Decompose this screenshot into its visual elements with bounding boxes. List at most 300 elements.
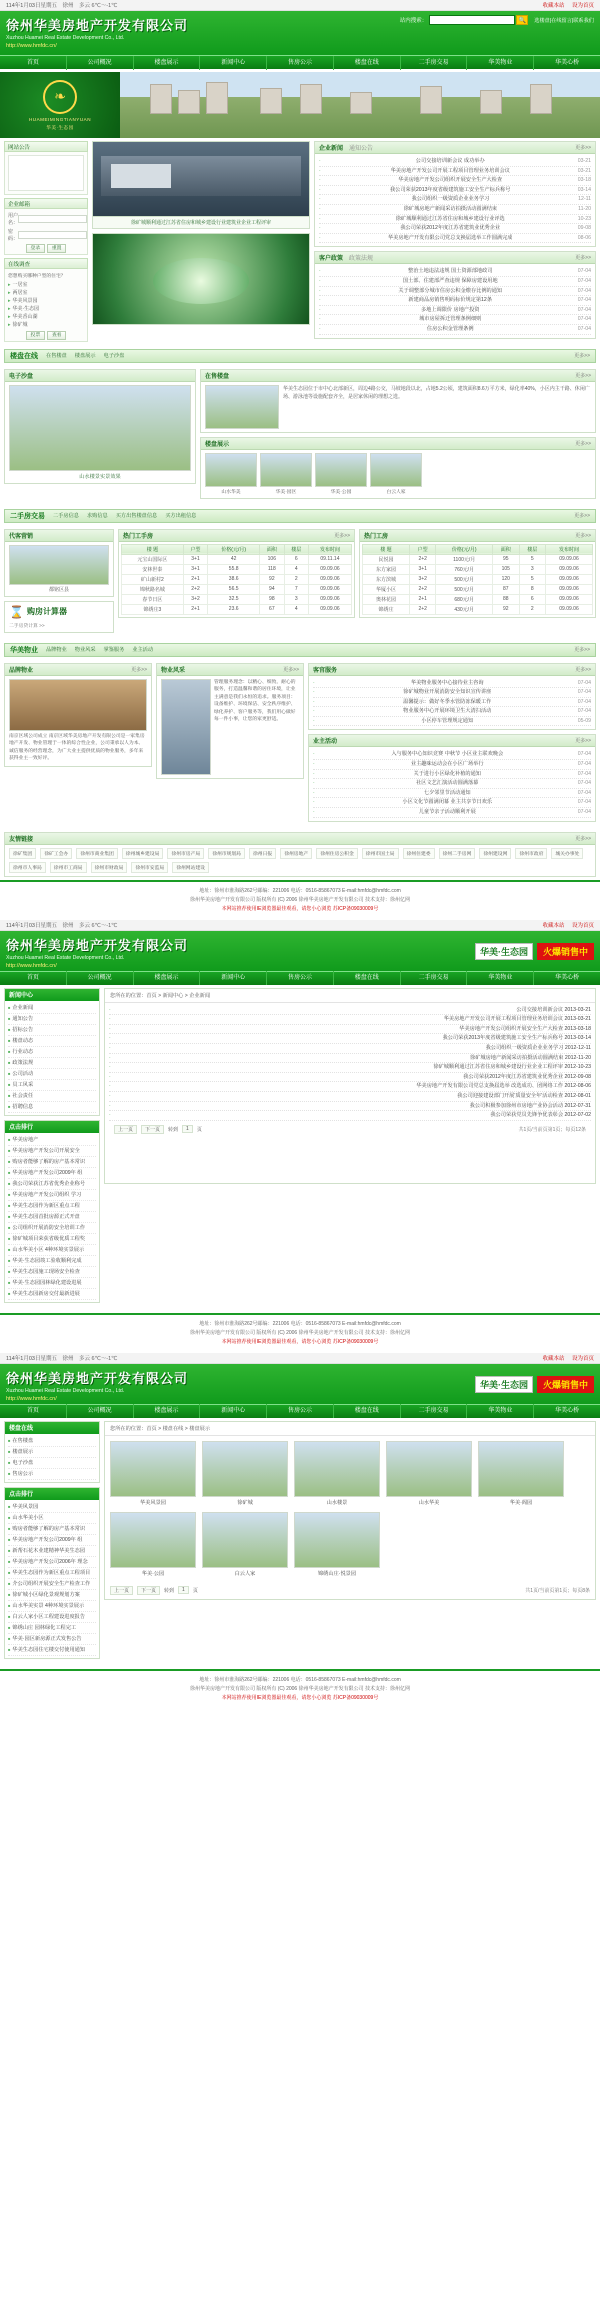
friend-link[interactable]: 徐州市国土局 bbox=[362, 848, 399, 859]
sh-tab-wanted[interactable]: 求购信息 bbox=[86, 513, 108, 519]
list-item bbox=[319, 195, 591, 205]
policy-date: 07-04 bbox=[577, 316, 591, 323]
topbar-right bbox=[536, 1, 594, 9]
sandbox-body bbox=[5, 382, 195, 483]
gallery-thumb[interactable] bbox=[386, 1441, 472, 1497]
table-row[interactable] bbox=[363, 604, 593, 614]
table-row[interactable] bbox=[363, 574, 593, 584]
rank-item[interactable]: ■ 介公司组织开展安全生产检查工作 bbox=[8, 1579, 96, 1590]
news-title[interactable]: · 我公司荣获2013年度省级建筑施工安全生产标兵称号 bbox=[389, 186, 511, 193]
rank-item[interactable]: ■ 我公司荣获江苏省优秀企业称号 bbox=[8, 1179, 96, 1190]
estate-category-list bbox=[5, 1434, 99, 1482]
nav2-item-about[interactable]: 公司概况 bbox=[67, 971, 134, 985]
sidebar-item-activity[interactable]: ■ 公司活动 bbox=[8, 1069, 96, 1080]
add-favorite-link[interactable]: 收藏本站 bbox=[542, 3, 565, 9]
friend-link[interactable]: 徐矿工会办 bbox=[40, 848, 72, 859]
list-item bbox=[313, 698, 591, 708]
reset-button[interactable]: 重置 bbox=[47, 244, 67, 253]
news-title[interactable]: · 我公司荣获2012年度江苏省建筑业优秀企业 bbox=[400, 225, 501, 232]
nav-item-secondhand[interactable]: 二手房交易 bbox=[401, 56, 468, 70]
list-item bbox=[319, 325, 591, 335]
password-input[interactable] bbox=[18, 231, 87, 239]
friend-link[interactable]: 徐州市财政局 bbox=[91, 862, 128, 873]
view-result-button[interactable]: 查看 bbox=[47, 331, 67, 340]
estate-thumb[interactable] bbox=[370, 453, 422, 487]
rank-item[interactable]: ■ 购房者能够了解的房产基本常识 bbox=[8, 1524, 96, 1535]
friend-link[interactable]: 徐州住建委 bbox=[403, 848, 435, 859]
survey-options bbox=[8, 281, 84, 329]
site-url[interactable]: http://www.hmfdc.cn/ bbox=[6, 43, 57, 49]
news-link[interactable]: · 我公司荣获2013年度省级建筑施工安全生产标兵称号 2013-03-14 bbox=[442, 1035, 591, 1042]
login-button[interactable]: 登录 bbox=[26, 244, 46, 253]
nav-item-home[interactable]: 首页 bbox=[0, 56, 67, 70]
list-item bbox=[109, 1082, 591, 1092]
sidebar-item-jobs[interactable]: ■ 招聘信息 bbox=[8, 1102, 96, 1113]
news-title[interactable]: · 徐矿城顺利通过江苏省住房和城乡建设行业评选 bbox=[395, 215, 505, 222]
friend-link[interactable]: 徐州市房产局 bbox=[167, 848, 204, 859]
rank-item[interactable]: ■ 华美房地产开发公司2006年 理念 bbox=[8, 1557, 96, 1568]
friend-link[interactable]: 徐州网站建设 bbox=[172, 862, 209, 873]
onsale-photo[interactable] bbox=[205, 385, 279, 429]
friend-link[interactable]: 徐矿集团 bbox=[9, 848, 36, 859]
list-item bbox=[109, 1102, 591, 1112]
rank-item[interactable]: ■ 华美房地产开发公司2009年 组 bbox=[8, 1168, 96, 1179]
news-link[interactable]: · 我公司荣获2012年度江苏省建筑业优秀企业 2012-09-08 bbox=[463, 1073, 591, 1080]
policy-title[interactable]: · 整治土地违法违规 国土资源部地政司 bbox=[408, 268, 493, 275]
page-info: 共1页/当前页第1页；每页12条 bbox=[518, 1126, 586, 1133]
property-title: 华美物业 bbox=[10, 646, 38, 654]
rank-item[interactable]: ■ 华美房地产开发公司开展安全 bbox=[8, 1146, 96, 1157]
activity-item[interactable]: · 七夕邻里节活动通知 bbox=[423, 789, 471, 796]
bar-more-link[interactable]: 更多>> bbox=[574, 353, 590, 359]
main-row-1 bbox=[0, 138, 600, 346]
survey-option[interactable]: ▸ 一居室 bbox=[8, 281, 84, 289]
activity-item[interactable]: · 业主趣味运动会在小区广场举行 bbox=[410, 761, 484, 768]
pb-link-activity[interactable]: 业主活动 bbox=[132, 647, 154, 653]
gallery-thumb[interactable] bbox=[202, 1441, 288, 1497]
tab-customer-policy[interactable]: 客户政策 bbox=[319, 256, 344, 263]
page-input-3[interactable]: 1 bbox=[178, 1586, 189, 1594]
feature-photo-2[interactable] bbox=[92, 233, 310, 325]
table-row[interactable] bbox=[122, 554, 352, 564]
table-row[interactable] bbox=[363, 594, 593, 604]
cell: 680元/月 bbox=[436, 594, 493, 604]
friend-link[interactable]: 徐州市政府 bbox=[515, 848, 547, 859]
policy-title[interactable]: · 多地上调限价 房地产投资 bbox=[420, 306, 480, 313]
news-link[interactable]: · 我公司组织一级资质企业业务学习 2012-12-11 bbox=[485, 1045, 591, 1051]
pb-link-service[interactable]: 掌鉴服务 bbox=[103, 647, 125, 653]
survey-option[interactable]: ▸ 华美风景园 bbox=[8, 297, 84, 305]
activity-item[interactable]: · 小区文化节圆满闭幕 业主共享节日欢乐 bbox=[402, 799, 493, 806]
gallery-card[interactable] bbox=[294, 1441, 380, 1506]
estate-card[interactable] bbox=[260, 453, 312, 495]
rank-item[interactable]: ■ 新帮石花木业建精神华美生态园 bbox=[8, 1546, 96, 1557]
table-row[interactable] bbox=[363, 564, 593, 574]
nav3-item-about[interactable]: 公司概况 bbox=[67, 1404, 134, 1418]
rank-item[interactable]: ■ 华美生态园作为新区重点工程 bbox=[8, 1201, 96, 1212]
news-title[interactable]: · 徐矿城房地产新闻采访拍摄活动圆满结束 bbox=[403, 205, 498, 212]
nav3-item-estates[interactable]: 楼盘展示 bbox=[134, 1404, 201, 1418]
friend-link[interactable]: 徐州市工商局 bbox=[50, 862, 87, 873]
rank-item[interactable]: ■ 华美房地产 bbox=[8, 1135, 96, 1146]
sidebar-item-bidding[interactable]: ■ 招标公告 bbox=[8, 1025, 96, 1036]
sidebar-item-sales-notice[interactable]: ■ 售房公示 bbox=[8, 1469, 96, 1480]
rank-item[interactable]: ■ 公司组织开展消防安全培训工作 bbox=[8, 1223, 96, 1234]
gallery-card[interactable] bbox=[202, 1441, 288, 1506]
guest-title-item[interactable]: · 小区停车管理规定通知 bbox=[421, 717, 474, 724]
survey-option[interactable]: ▸ 华美香山湖 bbox=[8, 313, 84, 321]
nav-item-bridge[interactable]: 华美心桥 bbox=[555, 59, 580, 66]
hot-sale-ad-3[interactable]: 火爆销售中 bbox=[537, 1376, 594, 1393]
estate-thumb[interactable] bbox=[205, 453, 257, 487]
table-row[interactable] bbox=[122, 564, 352, 574]
estate-card[interactable] bbox=[370, 453, 422, 495]
gallery-thumb[interactable] bbox=[110, 1512, 196, 1568]
guest-title-item[interactable]: · 徐矿城物业开展消防安全知识宣传讲座 bbox=[403, 689, 492, 696]
rank-item[interactable]: ■ 华美房地产开发公司组织 学习 bbox=[8, 1190, 96, 1201]
nav2-item-sales[interactable]: 售房公示 bbox=[267, 971, 334, 985]
rank-item[interactable]: ■ 购房者能够了解的房产基本常识 bbox=[8, 1157, 96, 1168]
hot-sale-more[interactable]: 更多>> bbox=[334, 532, 350, 539]
secondhand-row bbox=[0, 526, 600, 640]
sidebar-item-estate-news[interactable]: ■ 楼盘动态 bbox=[8, 1036, 96, 1047]
pb-link-style[interactable]: 物业风采 bbox=[74, 647, 96, 653]
col-floor: 楼层 bbox=[519, 544, 546, 554]
style-photo[interactable] bbox=[161, 679, 211, 775]
news-title[interactable]: · 公司交接培训新会议 成功举办 bbox=[415, 158, 485, 164]
sidebar-item-staff[interactable]: ■ 员工风采 bbox=[8, 1080, 96, 1091]
news-title[interactable]: · 华美房地产开发公司开展工程项目管理业务培训会议 bbox=[390, 167, 510, 174]
search-label: 站内搜索： bbox=[399, 18, 428, 24]
cell: 2+2 bbox=[409, 584, 436, 594]
list-item bbox=[319, 296, 591, 306]
gallery-name: 山水华美 bbox=[418, 1499, 440, 1506]
activity-more[interactable]: 更多>> bbox=[575, 738, 591, 745]
calculator-hint[interactable]: 二手房贷计算 >> bbox=[9, 623, 45, 629]
policy-title[interactable]: · 新建商品房销售明码标价规定第12条 bbox=[408, 297, 493, 304]
estate-thumb[interactable] bbox=[315, 453, 367, 487]
gallery-card[interactable] bbox=[110, 1512, 196, 1577]
nav-item-news[interactable]: 新闻中心 bbox=[200, 56, 267, 70]
topbar2-left bbox=[6, 921, 117, 929]
survey-option[interactable]: ▸ 两居室 bbox=[8, 289, 84, 297]
topbar3-left bbox=[6, 1354, 117, 1362]
news-link[interactable]: · 我公司荣获党员先锋争优表彰会 2012-07-02 bbox=[490, 1112, 591, 1119]
gallery-card[interactable] bbox=[386, 1441, 472, 1506]
estate-card[interactable] bbox=[205, 453, 257, 495]
brand-photo[interactable] bbox=[9, 679, 147, 731]
calculator-body[interactable] bbox=[5, 602, 113, 622]
quick-links[interactable]: 选楼盘|在线留言|联系我们 bbox=[534, 17, 594, 24]
pb-link-brand[interactable]: 品牌物业 bbox=[46, 647, 67, 653]
friend-link[interactable]: 徐州市商业集团 bbox=[76, 848, 118, 859]
sidebar-item-industry[interactable]: ■ 行业动态 bbox=[8, 1047, 96, 1058]
activity-item[interactable]: · 关于进行小区绿化补植的通知 bbox=[413, 770, 481, 777]
bar-link-sandbox[interactable]: 电子沙盘 bbox=[103, 353, 125, 359]
add-favorite-link-3[interactable]: 收藏本站 bbox=[542, 1355, 565, 1362]
cell: 2+1 bbox=[183, 604, 207, 614]
mail-body bbox=[4, 209, 88, 255]
sidebar-item-announcement[interactable]: ■ 通知公告 bbox=[8, 1014, 96, 1025]
nav-item-about[interactable]: 公司概况 bbox=[67, 56, 134, 70]
bar-link-onsale[interactable]: 在售楼盘 bbox=[46, 353, 67, 359]
table-row[interactable] bbox=[363, 584, 593, 594]
nav2-item-online[interactable]: 楼盘在线 bbox=[334, 971, 401, 985]
agency-photo[interactable] bbox=[9, 545, 109, 585]
sh-tab-info[interactable]: 二手房信息 bbox=[53, 513, 79, 519]
guest-date: 07-04 bbox=[577, 708, 591, 715]
friend-link[interactable]: 徐州日报 bbox=[249, 848, 276, 859]
news-link[interactable]: · 华美房地产开发公司组织开展安全生产大检查 2013-03-18 bbox=[459, 1025, 591, 1032]
nav-item-sales[interactable]: 售房公示 bbox=[267, 56, 334, 70]
nav3-item-secondhand[interactable]: 二手房交易 bbox=[401, 1404, 468, 1418]
estate-thumb[interactable] bbox=[260, 453, 312, 487]
rank-item[interactable]: ■ 山水华美小区 4种环境实景展示 bbox=[8, 1245, 96, 1256]
feature-photo-1[interactable] bbox=[92, 141, 310, 217]
cell: 安林世泰 bbox=[122, 564, 184, 574]
sh-tab-sell[interactable]: 买方出售楼盘信息 bbox=[115, 513, 158, 519]
rank-item[interactable]: ■ 华美生态园施工现场安全检查 bbox=[8, 1267, 96, 1278]
nav2-item-property[interactable]: 华美物业 bbox=[467, 971, 534, 985]
sh-more-link[interactable]: 更多>> bbox=[574, 513, 590, 519]
friend-link[interactable]: 城关办事处 bbox=[551, 848, 583, 859]
guest-title-item[interactable]: · 华美物业服务中心接待业主咨询 bbox=[410, 679, 484, 686]
policy-panel-header bbox=[315, 252, 595, 264]
nav3-item-bridge[interactable]: 华美心桥 bbox=[555, 1408, 580, 1415]
nav3-item-sales[interactable]: 售房公示 bbox=[267, 1404, 334, 1418]
property-bar bbox=[4, 643, 596, 657]
sidebar-item-sandbox[interactable]: ■ 电子沙盘 bbox=[8, 1458, 96, 1469]
list-item bbox=[313, 770, 591, 780]
table-row[interactable] bbox=[122, 584, 352, 594]
cell: 元宝山国际区 bbox=[122, 554, 184, 564]
hot-rent-more[interactable]: 更多>> bbox=[575, 532, 591, 539]
search-icon[interactable]: 🔍 bbox=[516, 15, 528, 25]
tab-announcements[interactable]: 通知公告 bbox=[349, 146, 374, 152]
gallery-card[interactable] bbox=[294, 1512, 380, 1577]
policy-title[interactable]: · 城市房屋拆迁管理条例细则 bbox=[419, 316, 482, 323]
rank-item[interactable]: ■ 华美生态园首批房源正式开盘 bbox=[8, 1212, 96, 1223]
onsale-more-link[interactable]: 更多>> bbox=[575, 372, 591, 379]
cell: 6 bbox=[519, 594, 546, 604]
news-link[interactable]: · 华美房地产开发有限公司党总支换届选举 改选成功、团网络工作 2012-08-06 bbox=[416, 1083, 591, 1090]
rank-item[interactable]: ■ 山水华美小区 bbox=[8, 1513, 96, 1524]
next-page-button-3[interactable]: 下一页 bbox=[137, 1586, 160, 1595]
policy-title[interactable]: · 住房公积金管理条例 bbox=[426, 325, 474, 332]
tab-regulations[interactable]: 政策法规 bbox=[349, 256, 374, 263]
next-page-button[interactable]: 下一页 bbox=[141, 1125, 164, 1134]
prev-page-button[interactable]: 上一页 bbox=[114, 1125, 137, 1134]
site-url-3[interactable]: http://www.hmfdc.cn/ bbox=[6, 1395, 57, 1402]
rank-item[interactable]: ■ 锦绣山庄 园林绿化工程完工 bbox=[8, 1623, 96, 1634]
nav-item-property[interactable]: 华美物业 bbox=[467, 56, 534, 70]
policy-more-link[interactable]: 更多>> bbox=[575, 255, 591, 262]
rank-item[interactable]: ■ 华美生态园住宅楼交付使用通知 bbox=[8, 1645, 96, 1656]
hot-rank-box-3 bbox=[4, 1487, 100, 1659]
friend-link[interactable]: 徐州二手房网 bbox=[439, 848, 476, 859]
news-more-link[interactable]: 更多>> bbox=[575, 145, 591, 151]
survey-option[interactable]: ▸ 华美·生态园 bbox=[8, 305, 84, 313]
rank-item[interactable]: ■ 华美·园区新房源正式发售公告 bbox=[8, 1634, 96, 1645]
table-row[interactable] bbox=[122, 604, 352, 614]
survey-option[interactable]: ▸ 徐矿城 bbox=[8, 321, 84, 329]
page2-content bbox=[104, 988, 596, 1307]
nav3-item-online[interactable]: 楼盘在线 bbox=[334, 1404, 401, 1418]
set-homepage-link[interactable]: 设为首页 bbox=[571, 3, 594, 9]
gallery-card[interactable] bbox=[110, 1441, 196, 1506]
activity-list bbox=[313, 750, 591, 817]
rank-item[interactable]: ■ 华美房地产开发公司2009年 组 bbox=[8, 1535, 96, 1546]
rank-item[interactable]: ■ 华美生态园作为新区重点工程项目 bbox=[8, 1568, 96, 1579]
news-link[interactable]: · 徐矿城房地产新闻采访拍摄活动圆满结束 2012-11-20 bbox=[470, 1054, 591, 1061]
sidebar-item-display[interactable]: ■ 楼盘展示 bbox=[8, 1447, 96, 1458]
mail-title: 企业邮箱 bbox=[4, 198, 88, 209]
news-link[interactable]: · 我公司迎接建设部门开展'质量安全年'活动检查 2012-08-01 bbox=[457, 1092, 591, 1099]
cell: 38.6 bbox=[208, 574, 260, 584]
username-input[interactable] bbox=[18, 215, 87, 223]
policy-title[interactable]: · 国土部、住建部严查违规 保障房建设用地 bbox=[402, 277, 498, 284]
brand-more[interactable]: 更多>> bbox=[131, 666, 147, 673]
friend-link[interactable]: 徐州城乡建设局 bbox=[122, 848, 164, 859]
rank-item[interactable]: ■ 华美生态园新房交付最新进展 bbox=[8, 1289, 96, 1300]
news-link[interactable]: · 徐矿城顺利通过江苏省住房和城乡建设行业企业工程评审 2012-10-23 bbox=[433, 1064, 591, 1071]
gallery-card[interactable] bbox=[478, 1441, 564, 1506]
brand-col bbox=[4, 663, 152, 826]
list-item bbox=[313, 717, 591, 727]
sh-tab-rent[interactable]: 买方出租信息 bbox=[165, 513, 197, 519]
news-date: 03-18 bbox=[577, 177, 591, 184]
search-input[interactable] bbox=[429, 15, 515, 25]
bar-link-display[interactable]: 楼盘展示 bbox=[74, 353, 96, 359]
emblem-pinyin: HUAMEIMINGTIANYUAN bbox=[28, 116, 92, 122]
policy-date: 07-04 bbox=[577, 325, 591, 332]
activity-item[interactable]: · 儿童节亲子活动顺利开展 bbox=[418, 809, 476, 816]
activity-item[interactable]: · 社区文艺汇演活动圆满落幕 bbox=[416, 780, 479, 787]
vote-button[interactable]: 投票 bbox=[26, 331, 46, 340]
main-nav-3 bbox=[0, 1404, 600, 1418]
news-link[interactable]: · 华美房地产开发公司开展工程项目管理业务培训会议 2013-03-21 bbox=[443, 1016, 591, 1023]
news-panel bbox=[314, 141, 596, 247]
friend-link[interactable]: 徐州市人事局 bbox=[9, 862, 46, 873]
nav3-item-property[interactable]: 华美物业 bbox=[467, 1404, 534, 1418]
page-input[interactable]: 1 bbox=[182, 1125, 193, 1133]
friend-links-title: 友情链接 bbox=[9, 836, 34, 843]
display-more-link[interactable]: 更多>> bbox=[575, 440, 591, 447]
rank-item[interactable]: ■ 徐矿城项目荣获省级优质工程奖 bbox=[8, 1234, 96, 1245]
hot-rank-list bbox=[5, 1133, 99, 1302]
cell: 矿山新村2 bbox=[122, 574, 184, 584]
nav2-item-bridge[interactable]: 华美心桥 bbox=[555, 975, 580, 982]
site-url-2[interactable]: http://www.hmfdc.cn/ bbox=[6, 962, 57, 969]
news-link[interactable]: · 公司交接培训新会议 2013-03-21 bbox=[516, 1006, 591, 1013]
hot-rent-header bbox=[360, 530, 595, 542]
nav-item-online[interactable]: 楼盘在线 bbox=[334, 56, 401, 70]
sidebar-item-company-news[interactable]: ■ 企业新闻 bbox=[8, 1003, 96, 1014]
cell: 09.09.06 bbox=[546, 584, 593, 594]
calculator-title: 购房计算器 bbox=[26, 607, 67, 616]
news-link[interactable]: · 我公司积极参加徐州市房地产业协会活动 2012-07-31 bbox=[469, 1102, 591, 1109]
friend-link[interactable]: 徐州市安监局 bbox=[131, 862, 168, 873]
rank-item[interactable]: ■ 华美·生态园竣工验收顺利完成 bbox=[8, 1256, 96, 1267]
rank-item[interactable]: ■ 华美·生态园园林绿化建设进展 bbox=[8, 1278, 96, 1289]
gallery-thumb[interactable] bbox=[294, 1441, 380, 1497]
sidebar-item-onsale[interactable]: ■ 在售楼盘 bbox=[8, 1436, 96, 1447]
rank-item[interactable]: ■ 白云人家小区工程建设进度报告 bbox=[8, 1612, 96, 1623]
pb-more-link[interactable]: 更多>> bbox=[574, 647, 590, 653]
activity-item[interactable]: · 入与服务中心知识竞赛 中秋节 小区业主联欢晚会 bbox=[391, 751, 504, 758]
company-emblem bbox=[0, 72, 120, 138]
guest-title-item[interactable]: · 温馨提示：做好冬季水管防冻保暖工作 bbox=[403, 698, 492, 705]
guest-more[interactable]: 更多>> bbox=[575, 666, 591, 673]
cell: 锦秋路名城 bbox=[122, 584, 184, 594]
gallery-name: 徐矿城 bbox=[237, 1499, 253, 1506]
estate-card[interactable] bbox=[315, 453, 367, 495]
calculator-panel bbox=[4, 601, 114, 633]
prev-page-button-3[interactable]: 上一页 bbox=[110, 1586, 133, 1595]
col-floor: 楼层 bbox=[284, 544, 308, 554]
set-homepage-link-2[interactable]: 设为首页 bbox=[571, 922, 594, 929]
rank-item[interactable]: ■ 山水华美实景 4种环境实景展示 bbox=[8, 1601, 96, 1612]
friend-link[interactable]: 徐州住房公积金 bbox=[316, 848, 358, 859]
sidebar-item-policy[interactable]: ■ 政策法规 bbox=[8, 1058, 96, 1069]
nav2-item-home[interactable]: 首页 bbox=[0, 971, 67, 985]
nav2-item-estates[interactable]: 楼盘展示 bbox=[134, 971, 201, 985]
tab-company-news[interactable]: 企业新闻 bbox=[319, 146, 344, 152]
news-date: 10-23 bbox=[577, 215, 591, 222]
topbar3-weather: 多云 6℃～-1℃ bbox=[79, 1355, 118, 1362]
nav3-item-news[interactable]: 新闻中心 bbox=[200, 1404, 267, 1418]
gallery-thumb[interactable] bbox=[110, 1441, 196, 1497]
sandbox-photo[interactable] bbox=[9, 385, 191, 471]
friend-link[interactable]: 徐州房地产 bbox=[280, 848, 312, 859]
table-row[interactable] bbox=[122, 594, 352, 604]
nav2-item-news[interactable]: 新闻中心 bbox=[200, 971, 267, 985]
guest-title-item[interactable]: · 物业服务中心开展环境卫生大清扫活动 bbox=[403, 708, 492, 715]
gallery-thumb[interactable] bbox=[202, 1512, 288, 1568]
table-row[interactable] bbox=[122, 574, 352, 584]
news-title[interactable]: · 我公司组织一级资质企业业务学习 bbox=[411, 196, 490, 203]
style-more[interactable]: 更多>> bbox=[283, 666, 299, 673]
gallery-name: 锦绣山庄·悦景园 bbox=[317, 1570, 357, 1577]
username-row bbox=[8, 212, 84, 226]
set-homepage-link-3[interactable]: 设为首页 bbox=[571, 1355, 594, 1362]
cell: 5 bbox=[519, 574, 546, 584]
nav3-item-home[interactable]: 首页 bbox=[0, 1404, 67, 1418]
sidebar-item-csr[interactable]: ■ 社会责任 bbox=[8, 1091, 96, 1102]
gallery-thumb[interactable] bbox=[478, 1441, 564, 1497]
rank-item[interactable]: ■ 徐矿城小区绿化景观规划方案 bbox=[8, 1590, 96, 1601]
friend-link[interactable]: 徐州市规划局 bbox=[208, 848, 245, 859]
gallery-card[interactable] bbox=[202, 1512, 288, 1577]
add-favorite-link-2[interactable]: 收藏本站 bbox=[542, 922, 565, 929]
rank-item[interactable]: ■ 华美风景园 bbox=[8, 1502, 96, 1513]
list-item bbox=[109, 1092, 591, 1102]
friend-links-more[interactable]: 更多>> bbox=[575, 835, 591, 842]
banner-photo bbox=[120, 72, 600, 138]
hot-sale-ad[interactable]: 火爆销售中 bbox=[537, 943, 594, 960]
style-col bbox=[156, 663, 304, 826]
footer-1 bbox=[0, 880, 600, 920]
nav2-item-secondhand[interactable]: 二手房交易 bbox=[401, 971, 468, 985]
nav-item-estates[interactable]: 楼盘展示 bbox=[134, 56, 201, 70]
gallery-thumb[interactable] bbox=[294, 1512, 380, 1568]
news-title[interactable]: · 华美房地产开发公司组织开展安全生产大检查 bbox=[398, 177, 503, 184]
news-title[interactable]: · 华美房地产开发有限公司党总支换届选举工作圆满完成 bbox=[387, 234, 513, 241]
friend-link[interactable]: 徐州建设网 bbox=[479, 848, 511, 859]
policy-title[interactable]: · 关于调整部分城市住房公积金缴存比例的通知 bbox=[398, 287, 503, 294]
topbar2-date: 114年1月03日星期五 bbox=[6, 922, 57, 929]
table-row[interactable] bbox=[363, 554, 593, 564]
